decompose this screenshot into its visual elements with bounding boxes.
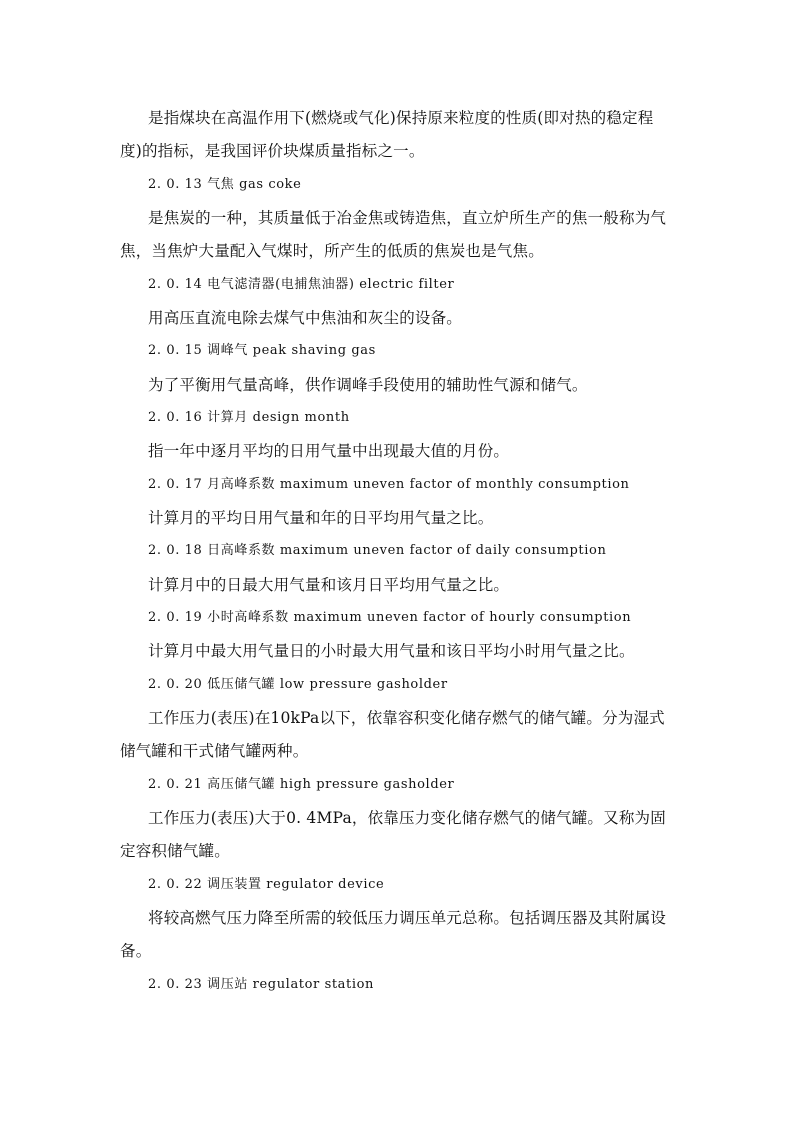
paragraph-line: 是焦炭的一种，其质量低于冶金焦或铸造焦，直立炉所生产的焦一般称为气 (148, 209, 667, 227)
term-heading: 2. 0. 13 气焦 gas coke (148, 177, 302, 192)
term-heading: 2. 0. 16 计算月 design month (148, 410, 350, 425)
term-heading: 2. 0. 19 小时高峰系数 maximum uneven factor of hourly consumption (148, 610, 632, 625)
term-heading: 2. 0. 14 电气滤清器(电捕焦油器) electric filter (148, 277, 455, 292)
term-heading: 2. 0. 17 月高峰系数 maximum uneven factor of monthly consumption (148, 477, 630, 492)
paragraph-line: 计算月中的日最大用气量和该月日平均用气量之比。 (148, 576, 510, 594)
term-heading: 2. 0. 20 低压储气罐 low pressure gasholder (148, 677, 448, 692)
paragraph-line: 指一年中逐月平均的日用气量中出现最大值的月份。 (148, 442, 510, 460)
paragraph-line: 度)的指标，是我国评价块煤质量指标之一。 (120, 142, 425, 160)
paragraph-line: 是指煤块在高温作用下(燃烧或气化)保持原来粒度的性质(即对热的稳定程 (148, 109, 654, 127)
paragraph-line: 将较高燃气压力降至所需的较低压力调压单元总称。包括调压器及其附属设 (148, 909, 667, 927)
term-heading: 2. 0. 21 高压储气罐 high pressure gasholder (148, 777, 455, 792)
paragraph-line: 计算月的平均日用气量和年的日平均用气量之比。 (148, 509, 494, 527)
term-heading: 2. 0. 22 调压装置 regulator device (148, 877, 385, 892)
paragraph-line: 储气罐和干式储气罐两种。 (120, 742, 309, 760)
paragraph-line: 为了平衡用气量高峰，供作调峰手段使用的辅助性气源和储气。 (148, 376, 588, 394)
paragraph-line: 计算月中最大用气量日的小时最大用气量和该日平均小时用气量之比。 (148, 642, 635, 660)
term-heading: 2. 0. 23 调压站 regulator station (148, 977, 375, 992)
paragraph-line: 定容积储气罐。 (120, 842, 230, 860)
term-heading: 2. 0. 18 日高峰系数 maximum uneven factor of daily consumption (148, 543, 607, 558)
paragraph-line: 焦，当焦炉大量配入气煤时，所产生的低质的焦炭也是气焦。 (120, 242, 544, 260)
paragraph-line: 用高压直流电除去煤气中焦油和灰尘的设备。 (148, 309, 463, 327)
paragraph-line: 工作压力(表压)在10kPa以下，依靠容积变化储存燃气的储气罐。分为湿式 (148, 709, 665, 727)
paragraph-line: 工作压力(表压)大于0. 4MPa，依靠压力变化储存燃气的储气罐。又称为固 (148, 809, 666, 827)
paragraph-line: 备。 (120, 942, 152, 960)
term-heading: 2. 0. 15 调峰气 peak shaving gas (148, 343, 376, 358)
